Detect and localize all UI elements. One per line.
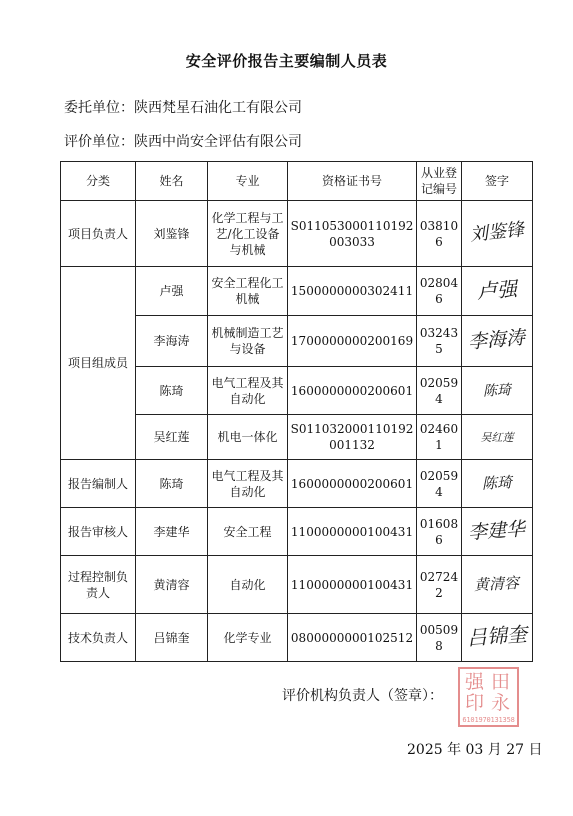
cert-cell: 1500000000302411: [288, 267, 417, 316]
table-row: [61, 201, 533, 267]
major-cell: 安全工程化工机械: [208, 267, 288, 316]
major-cell: 机电一体化: [208, 415, 288, 460]
header-name: 姓名: [136, 162, 208, 201]
name-cell: 陈琦: [136, 460, 208, 508]
cert-cell: 1100000000100431: [288, 556, 417, 614]
signature-cell: [462, 415, 533, 460]
name-cell: 吕锦奎: [136, 614, 208, 662]
header-category: 分类: [61, 162, 136, 201]
name-cell: 卢强: [136, 267, 208, 316]
handwritten-signature: 卢强: [476, 276, 518, 303]
staff-table: [60, 161, 533, 662]
reg-cell: 005098: [417, 614, 462, 662]
seal-glyph: 永: [491, 692, 511, 714]
responsible-person-label: 评价机构负责人（签章）：: [282, 688, 443, 704]
header-signature: 签字: [462, 162, 533, 201]
major-cell: 机械制造工艺与设备: [208, 316, 288, 367]
major-cell: 化学工程与工艺/化工设备与机械: [208, 201, 288, 267]
seal-glyph: 印: [465, 692, 485, 714]
table-row: [61, 267, 533, 316]
header-major: 专业: [208, 162, 288, 201]
signature-cell: [462, 614, 533, 662]
name-cell: 李海涛: [136, 316, 208, 367]
signature-cell: [462, 316, 533, 367]
handwritten-signature: 吴红莲: [480, 430, 514, 444]
major-cell: 自动化: [208, 556, 288, 614]
table-row: [61, 460, 533, 508]
cert-cell: 1100000000100431: [288, 508, 417, 556]
page-title: 安全评价报告主要编制人员表: [185, 52, 388, 70]
cert-cell: S011053000110192003033: [288, 201, 417, 267]
name-cell: 黄清容: [136, 556, 208, 614]
document-date: 2025 年 03 月 27 日: [407, 742, 543, 758]
cert-cell: S011032000110192001132: [288, 415, 417, 460]
table-row: [61, 556, 533, 614]
category-cell: 项目负责人: [61, 201, 136, 267]
reg-cell: 038106: [417, 201, 462, 267]
reg-cell: 024601: [417, 415, 462, 460]
signature-cell: [462, 367, 533, 415]
cert-cell: 1600000000200601: [288, 367, 417, 415]
header-cert: 资格证书号: [288, 162, 417, 201]
red-seal-stamp: [458, 667, 519, 727]
handwritten-signature: 吕锦奎: [466, 621, 528, 651]
reg-cell: 016086: [417, 508, 462, 556]
name-cell: 陈琦: [136, 367, 208, 415]
handwritten-signature: 陈琦: [481, 473, 513, 493]
category-cell: 报告编制人: [61, 460, 136, 508]
name-cell: 刘鉴锋: [136, 201, 208, 267]
signature-cell: [462, 556, 533, 614]
seal-glyph: 强: [465, 671, 485, 693]
signature-cell: [462, 460, 533, 508]
name-cell: 李建华: [136, 508, 208, 556]
handwritten-signature: 黄清容: [474, 573, 520, 595]
table-row: [61, 508, 533, 556]
major-cell: 电气工程及其自动化: [208, 460, 288, 508]
reg-cell: 028046: [417, 267, 462, 316]
category-cell: 报告审核人: [61, 508, 136, 556]
reg-cell: 020594: [417, 460, 462, 508]
major-cell: 电气工程及其自动化: [208, 367, 288, 415]
table-header-row: [61, 162, 533, 201]
handwritten-signature: 李建华: [467, 517, 527, 544]
cert-cell: 0800000000102512: [288, 614, 417, 662]
major-cell: 安全工程: [208, 508, 288, 556]
handwritten-signature: 陈琦: [482, 381, 512, 400]
cert-cell: 1700000000200169: [288, 316, 417, 367]
seal-glyph: 田: [491, 671, 511, 693]
reg-cell: 027242: [417, 556, 462, 614]
seal-code: 6101970131358: [462, 716, 515, 724]
signature-cell: [462, 201, 533, 267]
cert-cell: 1600000000200601: [288, 460, 417, 508]
reg-cell: 032435: [417, 316, 462, 367]
signature-cell: [462, 267, 533, 316]
evaluator-line: 评价单位：陕西中尚安全评估有限公司: [64, 134, 302, 150]
handwritten-signature: 李海涛: [467, 326, 527, 354]
major-cell: 化学专业: [208, 614, 288, 662]
table-row: [61, 614, 533, 662]
reg-cell: 020594: [417, 367, 462, 415]
header-reg: 从业登记编号: [417, 162, 462, 201]
name-cell: 吴红莲: [136, 415, 208, 460]
signature-cell: [462, 508, 533, 556]
category-cell: 项目组成员: [61, 267, 136, 460]
client-line: 委托单位：陕西梵星石油化工有限公司: [64, 100, 302, 116]
category-cell: 技术负责人: [61, 614, 136, 662]
handwritten-signature: 刘鉴锋: [468, 219, 525, 246]
category-cell: 过程控制负责人: [61, 556, 136, 614]
